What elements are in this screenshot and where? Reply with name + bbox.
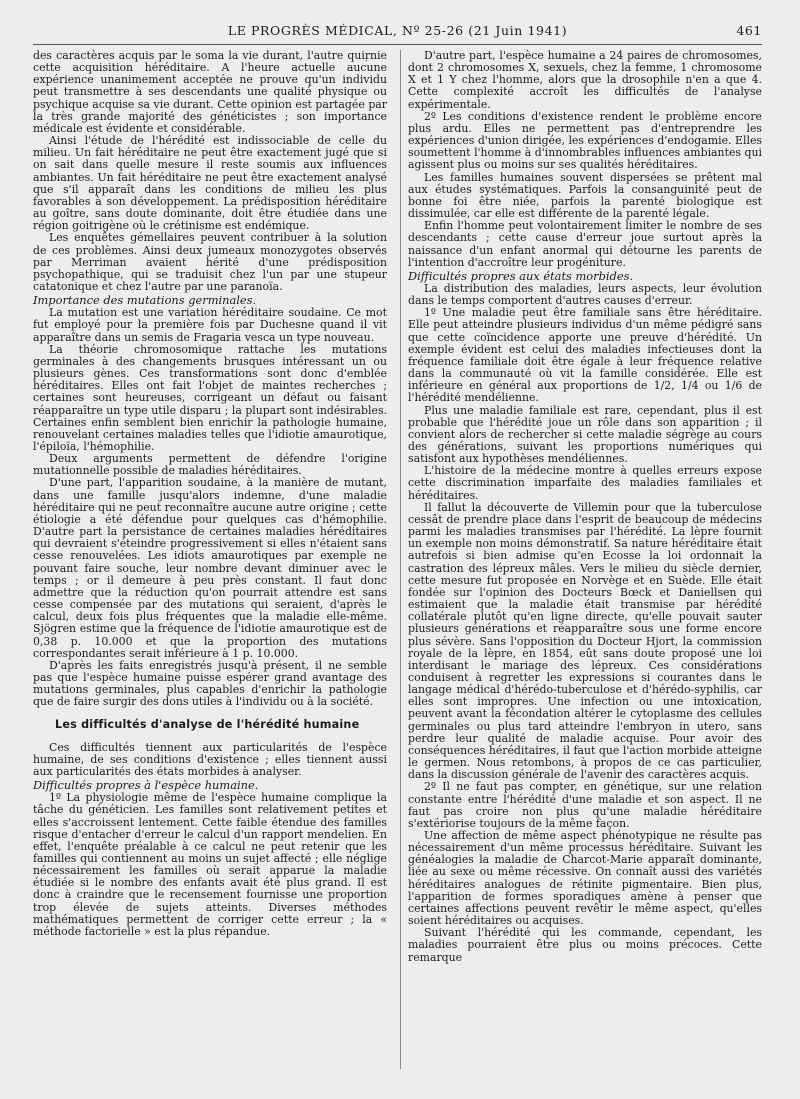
subsection-heading: Difficultés propres à l'espèce humaine.	[33, 778, 259, 793]
paragraph: 1º La physiologie même de l'espèce humaine complique la tâche du généticien. Les familles sont relativement petites et elles s'accroissent lentement. Cette faible étendue des familles risque d'entacher d'erreur le calcul d'un rapport mendelien. En effet, l'enquête préalable à ce calcul ne peut retenir que les familles qui contiennent au moins un sujet affecté ; elle néglige nécessairement les familles où serait apparue la maladie étudiée si le nombre des enfants avait été plus grand. Il est donc à craindre que le recensement fournisse une proportion trop élevée de sujets atteints. Diverses méthodes mathématiques permettent de corriger cette erreur ; la « méthode factorielle » est la plus répandue.	[33, 791, 387, 938]
running-header	[33, 20, 762, 46]
paragraph: 2º Il ne faut pas compter, en génétique, sur une relation constante entre l'hérédité d'une maladie et son aspect. Il ne faut pas croire non plus qu'une maladie héréditaire s'extériorise toujours de la même façon.	[408, 780, 762, 830]
paragraph: Enfin l'homme peut volontairement limiter le nombre de ses descendants ; cette cause d'erreur joue surtout après la naissance d'un enfant anormal qui détourne les parents de l'intention d'accroître leur progéniture.	[408, 219, 762, 269]
paragraph: Ainsi l'étude de l'hérédité est indissociable de celle du milieu. Un fait héréditaire ne peut être exactement jugé que si on sait dans quelle mesure il reste soumis aux influences ambiantes. Un fait héréditaire ne peut être exactement analysé que s'il apparaît dans les conditions de milieu les plus favorables à son développement. La prédisposition héréditaire au goître, sans doute dominante, doit être étudiée dans une région goitrigène où le crétinisme est endémique.	[33, 134, 387, 233]
page-number: 461	[736, 23, 762, 38]
paragraph: Les familles humaines souvent dispersées se prêtent mal aux études systématiques. Parfois la consanguinité peut de bonne foi être niée, parfois la parenté biologique est dissimulée, car elle est différente de la parenté légale.	[408, 170, 762, 221]
paragraph: 1º Une maladie peut être familiale sans être héréditaire. Elle peut atteindre plusieurs individus d'un même pédigré sans que cette coïncidence apporte une preuve d'hérédité. Un exemple évident est celui des maladies infectieuses dont la fréquence familiale doit être égale à leur fréquence relative dans la communauté où vit la famille considérée. Elle est inférieure en général aux proportions de 1/2, 1/4 ou 1/6 de l'hérédité mendélienne.	[408, 306, 762, 405]
right-column	[408, 50, 762, 964]
paragraph: des caractères acquis par le soma la vie durant, l'autre quiŗnie cette acquisition héréditaire. A l'heure actuelle aucune expérience unanimement acceptée ne prouve qu'un individu peut transmettre à ses descendants une qualité physique ou psychique acquise sa vie durant. Cette opinion est partagée par la très grande majorité des généticistes ; son importance médicale est évidente et considérable.	[33, 49, 387, 135]
paragraph: Ces difficultés tiennent aux particularités de l'espèce humaine, de ses conditions d'existence ; elles tiennent aussi aux particularités des états morbides à analyser.	[33, 740, 387, 778]
journal-title: LE PROGRÈS MÉDICAL, Nº 25-26 (21 Juin 1941)	[227, 23, 568, 38]
paragraph: L'histoire de la médecine montre à quelles erreurs expose cette discrimination imparfaite des maladies familiales et héréditaires.	[408, 464, 762, 502]
left-column	[33, 50, 387, 964]
paragraph: Les enquêtes gémellaires peuvent contribuer à la solution de ces problèmes. Ainsi deux jumeaux monozygotes observés par Merriman avaient hérité d'une prédisposition psychopathique, qui se traduisit chez l'un par une stupeur catatonique et chez l'autre par une paranoïa.	[33, 231, 387, 293]
section-heading: Les difficultés d'analyse de l'hérédité humaine	[55, 718, 360, 732]
subsection-heading: Difficultés propres aux états morbides.	[408, 268, 634, 283]
paragraph: Il fallut la découverte de Villemin pour que la tuberculose cessât de prendre place dans l'esprit de beaucoup de médecins parmi les maladies transmises par l'hérédité. La lèpre fournit un exemple non moins démonstratif. Sa nature héréditaire était autrefois si bien admise qu'en Ecosse la loi ordonnait la castration des lépreux mâles. Vers le milieu du siècle dernier, cette mesure fut proposée en Norvège et en Suède. Elle était fondée sur l'opinion des Docteurs Bœck et Daniellsen qui estimaient que la maladie était transmise par hérédité collatérale plutôt qu'en ligne directe, qu'elle pouvait sauter plusieurs générations et réapparaître sous une forme encore plus sévère. Sans l'opposition du Docteur Hjort, la commission royale de la lèpre, en 1854, eût sans doute proposé une loi interdisant le mariage des lépreux. Ces considérations conduisent à regretter les expressions si courantes dans le langage médical d'hérédo-tuberculose et d'hérédo-syphilis, car elles sont impropres. Une infection ou une intoxication, peuvent avant la fécondation altérer le cytoplasme des cellules germinales ou plus tard atteindre l'embryon in utero, sans perdre leur qualité de maladie acquise. Pour avoir des conséquences héréditaires, il faut que l'action morbide atteigne le germen. Nous retombons, à propos de ce cas particulier, dans la discussion générale de l'avenir des caractères acquis.	[408, 500, 762, 782]
paragraph: Deux arguments permettent de défendre l'origine mutationnelle possible de maladies héréditaires.	[33, 452, 387, 478]
paragraph: D'une part, l'apparition soudaine, à la manière de mutant, dans une famille jusqu'alors indemne, d'une maladie héréditaire qui ne peut reconnaître aucune autre origine ; cette étiologie a été défendue pour quelques cas d'hémophilie. D'autre part la persistance de certaines maladies héréditaires qui devraient s'éteindre progressivement si elles n'étaient sans cesse renouvelées. Les idiots amaurotiques par exemple ne pouvant faire souche, leur nombre devant diminuer avec le temps ; or il demeure à peu près constant. Il faut donc admettre que la réduction qu'on pourrait attendre est sans cesse compensée par des mutations qui seraient, d'après le calcul, deux fois plus fréquentes que la maladie elle-même. Sjögren estime que la fréquence de l'idiotie amaurotique est de 0,38 p. 10.000 et que la proportion des mutations correspondantes serait inférieure à 1 p. 10.000.	[33, 476, 387, 660]
paragraph: La théorie chromosomique rattache les mutations germinales à des changements brusques intéressant un ou plusieurs gènes. Ces transformations sont donc d'emblée héréditaires. Elles ont fait l'objet de maintes recherches ; certaines sont heureuses, corrigeant un défaut ou faisant réapparaître un type utile disparu ; la plupart sont indésirables. Certaines enfin semblent bien enrichir la pathologie humaine, renouvelant certaines maladies telles que l'idiotie amaurotique, l'épiloïa, l'hémophilie.	[33, 342, 387, 453]
paragraph: Suivant l'hérédité qui les commande, cependant, les maladies pourraient être plus ou moins précoces. Cette remarque	[408, 926, 762, 964]
paragraph: La mutation est une variation héréditaire soudaine. Ce mot fut employé pour la première fois par Duchesne quand il vit apparaître dans un semis de Fragaria vesca un type nouveau.	[33, 306, 387, 344]
subsection-heading: Importance des mutations germinales.	[33, 293, 257, 308]
paragraph: D'autre part, l'espèce humaine a 24 paires de chromosomes, dont 2 chromosomes X, sexuels, chez la femme, 1 chromosome X et 1 Y chez l'homme, alors que la drosophile n'en a que 4. Cette complexité accroît les difficultés de l'analyse expérimentale.	[408, 49, 762, 111]
header-rule	[33, 44, 762, 45]
paragraph: Plus une maladie familiale est rare, cependant, plus il est probable que l'hérédité joue un rôle dans son apparition ; il convient alors de rechercher si cette maladie ségrège au cours des générations, suivant les proportions numériques qui satisfont aux hypothèses mendéliennes.	[408, 403, 762, 466]
paragraph: D'après les faits enregistrés jusqu'à présent, il ne semble pas que l'espèce humaine puisse espérer grand avantage des mutations germinales, plus capables d'enrichir la pathologie que de faire surgir des dons utiles à l'individu ou à la société.	[33, 658, 387, 709]
paragraph: Une affection de même aspect phénotypique ne résulte pas nécessairement d'un même processus héréditaire. Suivant les généalogies la maladie de Charcot-Marie apparaît dominante, liée au sexe ou même récessive. On connaît aussi des variétés héréditaires analogues de rétinite pigmentaire. Bien plus, l'apparition de formes sporadiques amène à penser que certaines affections peuvent revêtir le même aspect, qu'elles soient héréditaires ou acquises.	[408, 829, 762, 928]
paragraph: 2º Les conditions d'existence rendent le problème encore plus ardu. Elles ne permettent pas d'entreprendre les expériences d'union dirigée, les expériences d'endogamie. Elles soumettent l'homme à d'innombrables influences ambiantes qui agissent plus ou moins sur ses qualités héréditaires.	[408, 109, 762, 172]
paragraph: La distribution des maladies, leurs aspects, leur évolution dans le temps comportent d'autres causes d'erreur.	[408, 281, 762, 308]
text-columns	[33, 50, 762, 964]
